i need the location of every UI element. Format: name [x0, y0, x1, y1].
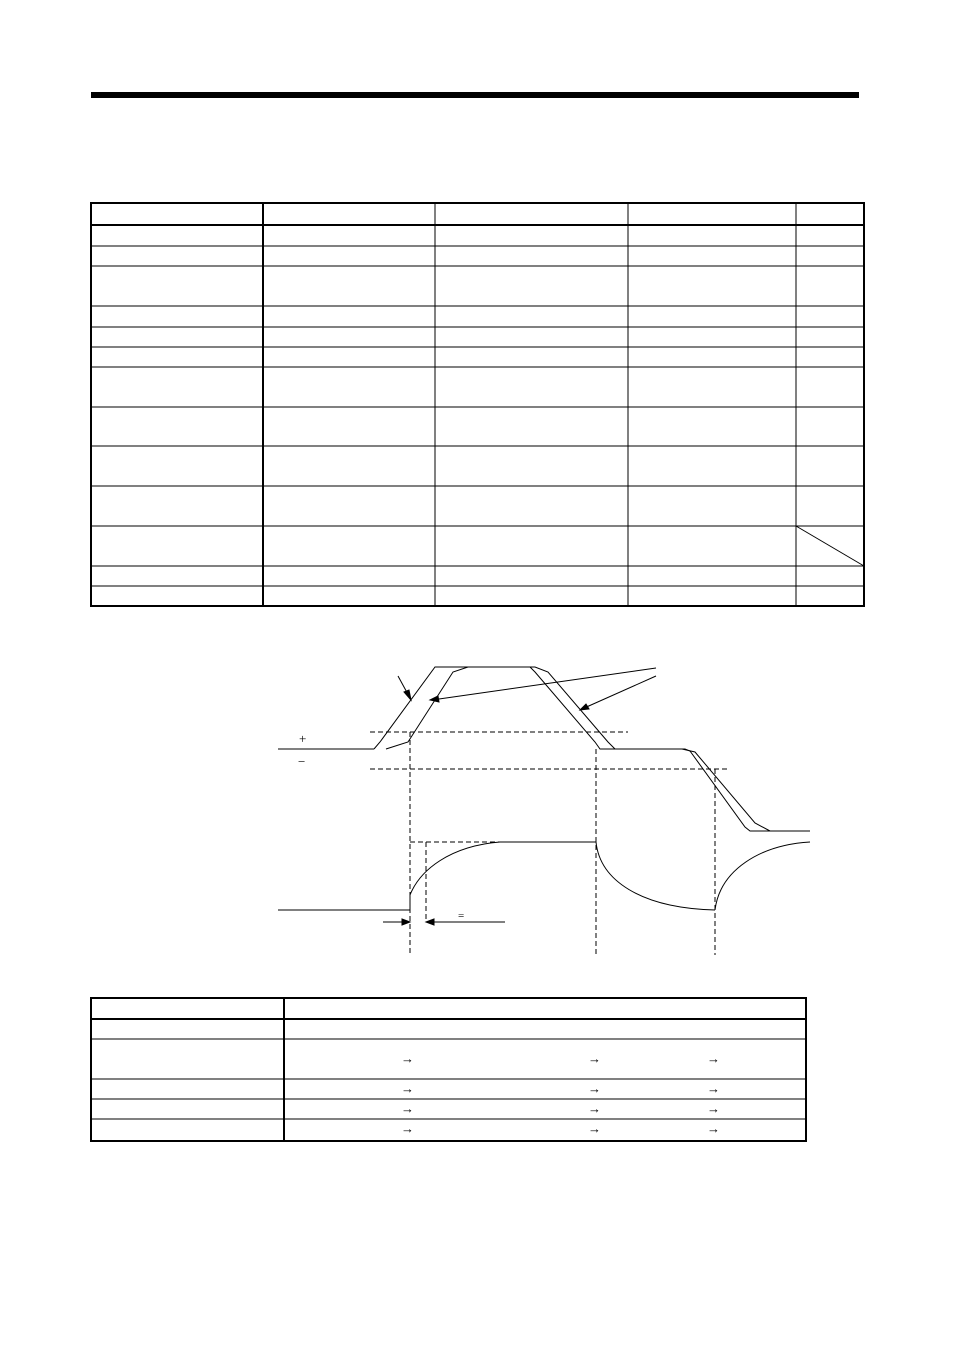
- sequence-arrow: →: [588, 1121, 601, 1136]
- sequence-arrow: →: [707, 1121, 720, 1136]
- time-constant-left-arrowhead: [402, 919, 410, 925]
- leader-line-right-b: [582, 676, 656, 709]
- sequence-arrow: →: [401, 1101, 414, 1116]
- minus-sign: −: [298, 754, 306, 769]
- sequence-arrow: →: [707, 1101, 720, 1116]
- sequence-arrow: →: [707, 1081, 720, 1096]
- sequence-arrow: →: [588, 1081, 601, 1096]
- timing-diagram: [278, 667, 810, 955]
- sequence-arrow: →: [401, 1121, 414, 1136]
- command-inner-profile: [386, 667, 770, 831]
- parameter-table-border: [91, 203, 864, 606]
- leader-line-right-a: [432, 668, 656, 700]
- sequence-arrow: →: [588, 1051, 601, 1066]
- filter-response-fall: [596, 842, 715, 910]
- leader-left-arrowhead: [404, 690, 411, 700]
- plus-sign: +: [299, 731, 307, 746]
- filter-response-rise: [410, 842, 596, 910]
- sequence-arrow: →: [401, 1051, 414, 1066]
- leader-right-a-arrowhead: [430, 696, 439, 702]
- parameter-table-diagonal: [796, 526, 864, 566]
- sequence-arrow: →: [707, 1051, 720, 1066]
- sequence-arrow: →: [588, 1101, 601, 1116]
- leader-right-b-arrowhead: [580, 704, 589, 710]
- sequence-arrow: →: [401, 1081, 414, 1096]
- time-constant-right-arrowhead: [426, 919, 434, 925]
- command-outer-profile: [374, 667, 810, 831]
- filter-response-rise-2: [715, 842, 810, 910]
- equals-sign: =: [458, 910, 465, 922]
